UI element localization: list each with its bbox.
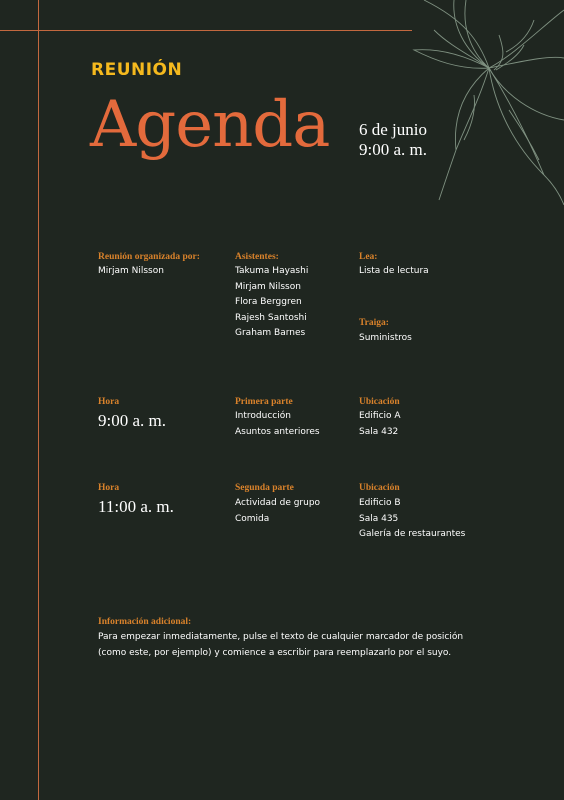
flower-line-art-icon (394, 0, 564, 205)
location-line: Sala 432 (359, 426, 399, 437)
session2-location-label: Ubicación (359, 483, 400, 493)
attendee: Rajesh Santoshi (235, 312, 307, 323)
attendees-label: Asistentes: (235, 252, 279, 262)
agenda-item: Actividad de grupo (235, 498, 321, 508)
organizer-name: Mirjam Nilsson (98, 266, 164, 276)
bring-value: Suministros (359, 333, 412, 343)
session2-part-label: Segunda parte (235, 483, 294, 493)
agenda-item: Introducción (235, 411, 291, 421)
additional-info-text[interactable]: Para empezar inmediatamente, pulse el texto de cualquier marcador de posición (como este, por ejemplo) y comience a escribir para reemplazarlo por el suyo. (98, 632, 464, 658)
session1-time: 9:00 a. m. (98, 411, 166, 430)
location-line: Edificio B (359, 498, 401, 508)
location-line: Sala 435 (359, 513, 399, 524)
attendee: Flora Berggren (235, 297, 302, 308)
organizer-label: Reunión organizada por: (98, 252, 200, 262)
session1-items (235, 409, 320, 440)
session1-part-label: Primera parte (235, 397, 293, 407)
meeting-time: 9:00 a. m. (359, 140, 427, 159)
location-line: Edificio A (359, 411, 401, 421)
session1-location (359, 409, 401, 440)
session2-location (359, 496, 465, 543)
read-label: Lea: (359, 252, 378, 262)
session2-time-label: Hora (98, 483, 120, 493)
session2-time: 11:00 a. m. (98, 497, 174, 516)
attendee: Takuma Hayashi (235, 266, 309, 276)
agenda-item: Comida (235, 513, 270, 524)
read-value: Lista de lectura (359, 266, 429, 276)
additional-info-label: Información adicional: (98, 617, 192, 627)
meeting-eyebrow: REUNIÓN (91, 60, 183, 80)
vertical-accent-line (38, 0, 39, 800)
page-title: Agenda (90, 88, 330, 162)
session2-items (235, 496, 320, 527)
session1-location-label: Ubicación (359, 397, 400, 407)
horizontal-accent-line (0, 30, 412, 31)
bring-label: Traiga: (359, 318, 389, 328)
location-line: Galería de restaurantes (359, 529, 466, 540)
agenda-item: Asuntos anteriores (235, 426, 320, 437)
session1-time-label: Hora (98, 397, 120, 407)
attendee-list (235, 264, 308, 342)
date-time-block (359, 120, 427, 160)
meeting-date: 6 de junio (359, 120, 427, 139)
attendee: Mirjam Nilsson (235, 281, 301, 292)
attendee: Graham Barnes (235, 328, 306, 339)
